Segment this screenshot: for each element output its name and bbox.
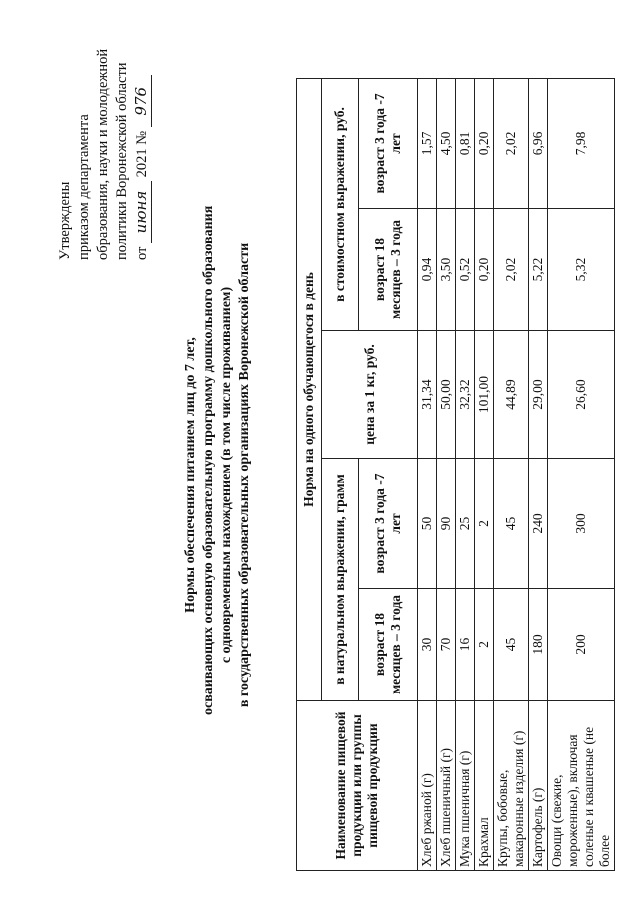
title-line: осваивающих основную образовательную программу дошкольного образования [201, 205, 216, 715]
approval-line: Утверждены [57, 181, 73, 260]
table-row [475, 78, 494, 870]
header-age-natural-old: возраст 3 года -7 лет [359, 459, 418, 589]
number-prefix: № [134, 130, 150, 145]
product-name-cell: Крупы, бобовые, макаронные изделия (г) [494, 701, 529, 871]
cost-old-cell: 4,50 [437, 78, 456, 208]
cost-old-cell: 6,96 [529, 78, 548, 208]
product-name-cell: Хлеб пшеничный (г) [437, 701, 456, 871]
date-prefix: от [134, 246, 150, 260]
price-cell: 29,00 [529, 331, 548, 459]
header-age-natural-young: возраст 18 месяцев – 3 года [359, 589, 418, 701]
table-row [494, 78, 529, 870]
price-cell: 26,60 [548, 331, 615, 459]
document-title [182, 205, 254, 715]
price-cell: 101,00 [475, 331, 494, 459]
table-row [437, 78, 456, 870]
product-name-cell: Мука пшеничная (г) [456, 701, 475, 871]
handwritten-order-number: 976 [132, 75, 152, 127]
cost-old-cell: 0,81 [456, 78, 475, 208]
natural-young-cell: 45 [494, 589, 529, 701]
natural-old-cell: 45 [494, 459, 529, 589]
natural-young-cell: 70 [437, 589, 456, 701]
natural-young-cell: 2 [475, 589, 494, 701]
header-age-cost-old: возраст 3 года -7 лет [359, 78, 418, 208]
product-name-cell: Картофель (г) [529, 701, 548, 871]
approval-line: политики Воронежской области [114, 62, 130, 260]
title-line: Нормы обеспечения питанием лиц до 7 лет, [183, 337, 198, 613]
title-line: в государственных образовательных организациях Воронежской области [237, 242, 252, 708]
approval-date-line [132, 0, 152, 260]
natural-young-cell: 30 [418, 589, 437, 701]
cost-young-cell: 5,32 [548, 209, 615, 331]
date-year: 2021 [134, 148, 150, 178]
cost-young-cell: 0,20 [475, 209, 494, 331]
title-line: с одновременным нахождением (в том числе проживанием) [219, 286, 234, 664]
approval-block [56, 0, 152, 260]
header-price: цена за 1 кг, руб. [322, 331, 418, 459]
table-row [456, 78, 475, 870]
price-cell: 31,34 [418, 331, 437, 459]
product-name-cell: Овощи (свежие, мороженные), включая соленые и квашеные (не более [548, 701, 615, 871]
natural-young-cell: 200 [548, 589, 615, 701]
table-row [529, 78, 548, 870]
table-header-row [297, 78, 322, 870]
price-cell: 32,32 [456, 331, 475, 459]
cost-young-cell: 5,22 [529, 209, 548, 331]
natural-old-cell: 25 [456, 459, 475, 589]
natural-old-cell: 2 [475, 459, 494, 589]
cost-young-cell: 2,02 [494, 209, 529, 331]
header-norm: Норма на одного обучающегося в день [297, 78, 322, 700]
natural-old-cell: 50 [418, 459, 437, 589]
cost-old-cell: 0,20 [475, 78, 494, 208]
cost-old-cell: 1,57 [418, 78, 437, 208]
header-natural: в натуральном выражении, грамм [322, 459, 359, 701]
table-row [418, 78, 437, 870]
natural-old-cell: 300 [548, 459, 615, 589]
header-product-name: Наименование пищевой продукции или группы пищевой продукции [297, 701, 418, 871]
approval-line: приказом департамента [76, 114, 92, 260]
product-name-cell: Крахмал [475, 701, 494, 871]
table-row [548, 78, 615, 870]
header-age-cost-young: возраст 18 месяцев – 3 года [359, 209, 418, 331]
cost-old-cell: 2,02 [494, 78, 529, 208]
natural-young-cell: 16 [456, 589, 475, 701]
price-cell: 50,00 [437, 331, 456, 459]
cost-young-cell: 0,52 [456, 209, 475, 331]
cost-young-cell: 3,50 [437, 209, 456, 331]
cost-young-cell: 0,94 [418, 209, 437, 331]
handwritten-date-month: июня [132, 181, 152, 243]
product-name-cell: Хлеб ржаной (г) [418, 701, 437, 871]
natural-old-cell: 90 [437, 459, 456, 589]
nutrition-norms-table [296, 78, 615, 871]
natural-young-cell: 180 [529, 589, 548, 701]
cost-old-cell: 7,98 [548, 78, 615, 208]
price-cell: 44,89 [494, 331, 529, 459]
header-cost: в стоимостном выражении, руб. [322, 78, 359, 330]
natural-old-cell: 240 [529, 459, 548, 589]
approval-line: образования, науки и молодежной [95, 48, 111, 260]
